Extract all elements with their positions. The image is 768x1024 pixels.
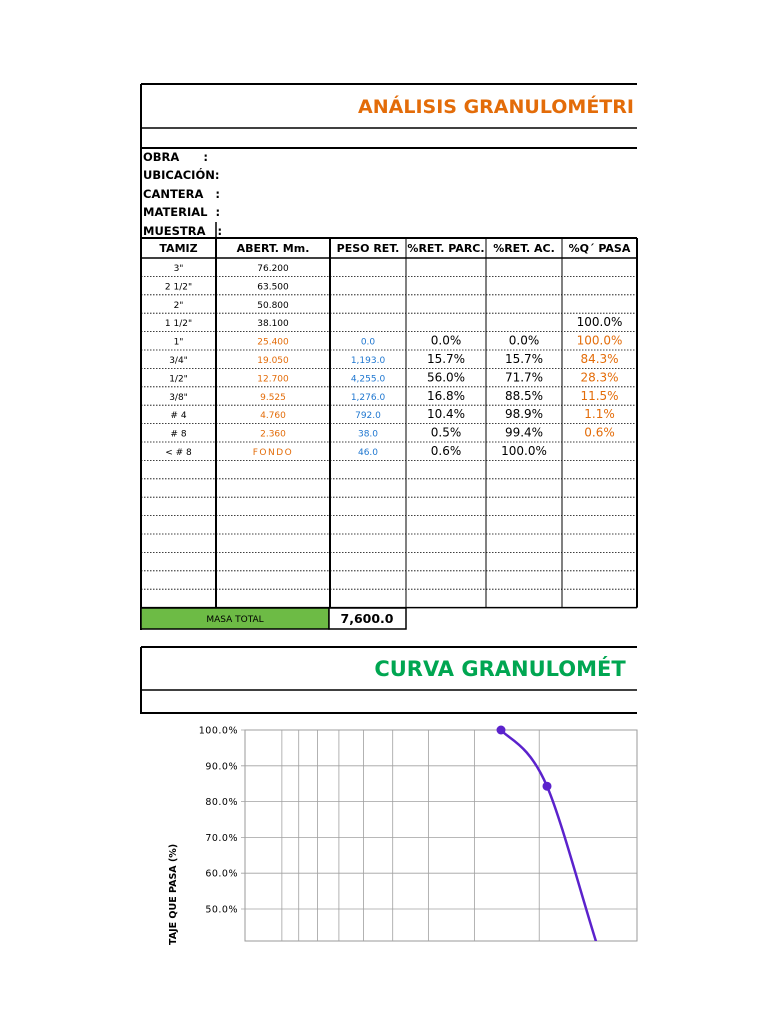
cell-tamiz: 3"	[173, 264, 184, 274]
curve-header	[141, 647, 637, 714]
cell-tamiz: 1"	[173, 337, 184, 348]
cell-ret-ac: 0.0%	[508, 333, 540, 348]
cell-tamiz: 1 1/2"	[164, 319, 193, 330]
cell-abertura: 25.400	[257, 337, 289, 348]
cell-peso-ret: 38.0	[357, 429, 379, 440]
masa-total-row	[141, 608, 406, 629]
cell-abertura: FONDO	[252, 448, 294, 458]
cell-abertura: 9.525	[260, 392, 286, 403]
sieve-table	[141, 238, 637, 608]
cell-ret-parc: 0.6%	[430, 444, 462, 458]
cell-peso-ret: 792.0	[355, 411, 381, 422]
info-obra: OBRA :	[143, 150, 208, 164]
cell-pasa: 100.0%	[576, 315, 623, 330]
cell-ret-ac: 88.5%	[504, 388, 544, 403]
cell-peso-ret: 1,193.0	[350, 356, 386, 366]
cell-ret-parc: 0.5%	[430, 425, 462, 440]
cell-pasa: 100.0%	[576, 333, 623, 348]
cell-ret-ac: 100.0%	[501, 444, 547, 458]
cell-tamiz: 3/4"	[169, 356, 188, 366]
cell-abertura: 50.800	[257, 300, 289, 311]
cell-peso-ret: 4,255.0	[350, 374, 386, 385]
cell-tamiz: 1/2"	[169, 374, 188, 385]
y-tick-label: 50.0%	[205, 904, 238, 916]
cell-pasa: 84.3%	[580, 352, 619, 366]
cell-peso-ret: 46.0	[357, 448, 379, 458]
cell-peso-ret: 1,276.0	[350, 392, 386, 403]
y-axis-label: TAJE QUE PASA (%)	[168, 843, 179, 945]
cell-abertura: 76.200	[257, 264, 289, 274]
cell-tamiz: # 8	[170, 429, 187, 440]
cell-ret-parc: 15.7%	[426, 352, 466, 366]
column-header: %RET. PARC.	[407, 242, 485, 255]
data-point	[497, 726, 506, 735]
cell-ret-parc: 0.0%	[430, 333, 462, 348]
cell-tamiz: 3/8"	[169, 392, 188, 403]
masa-total-label: MASA TOTAL	[206, 615, 264, 625]
y-tick-label: 80.0%	[205, 797, 238, 809]
cell-tamiz: # 4	[170, 411, 187, 422]
cell-pasa: 11.5%	[580, 388, 619, 403]
cell-abertura: 4.760	[260, 411, 286, 422]
info-material: MATERIAL :	[143, 205, 221, 219]
cell-ret-ac: 98.9%	[504, 407, 544, 422]
cell-tamiz: 2 1/2"	[164, 282, 193, 293]
sample-info	[143, 150, 222, 238]
masa-total-value: 7,600.0	[340, 611, 394, 626]
curve-title: CURVA GRANULOMÉT	[374, 657, 626, 681]
info-muestra: MUESTRA :	[143, 224, 223, 238]
cell-ret-parc: 56.0%	[426, 370, 466, 385]
y-tick-label: 70.0%	[205, 832, 238, 844]
cell-ret-parc: 16.8%	[426, 388, 466, 403]
cell-ret-parc: 10.4%	[426, 407, 466, 422]
info-cantera: CANTERA :	[143, 187, 221, 201]
cell-abertura: 12.700	[257, 374, 289, 385]
cell-abertura: 19.050	[257, 356, 289, 366]
column-header: ABERT. Mm.	[236, 242, 310, 255]
cell-pasa: 28.3%	[580, 370, 619, 385]
column-header: TAMIZ	[159, 242, 198, 255]
analysis-title: ANÁLISIS GRANULOMÉTRI	[358, 96, 634, 118]
cell-pasa: 1.1%	[584, 407, 615, 422]
cell-abertura: 63.500	[257, 282, 289, 293]
granulometric-chart	[199, 726, 768, 1024]
cell-ret-ac: 71.7%	[504, 370, 544, 385]
column-header: %RET. AC.	[493, 242, 555, 255]
cell-tamiz: < # 8	[165, 448, 192, 458]
cell-abertura: 2.360	[260, 429, 286, 440]
cell-tamiz: 2"	[173, 300, 184, 311]
y-tick-label: 100.0%	[198, 725, 238, 737]
cell-pasa: 0.6%	[584, 425, 615, 440]
cell-abertura: 38.100	[257, 319, 289, 330]
data-point	[543, 782, 552, 791]
cell-ret-ac: 15.7%	[504, 352, 544, 366]
y-tick-label: 60.0%	[205, 868, 238, 880]
y-tick-label: 90.0%	[205, 761, 238, 773]
cell-ret-ac: 99.4%	[504, 425, 544, 440]
cell-peso-ret: 0.0	[360, 337, 376, 348]
column-header: PESO RET.	[336, 242, 400, 255]
column-header: %Q´ PASA	[568, 242, 631, 255]
info-ubicacion: UBICACIÓN:	[143, 168, 220, 182]
